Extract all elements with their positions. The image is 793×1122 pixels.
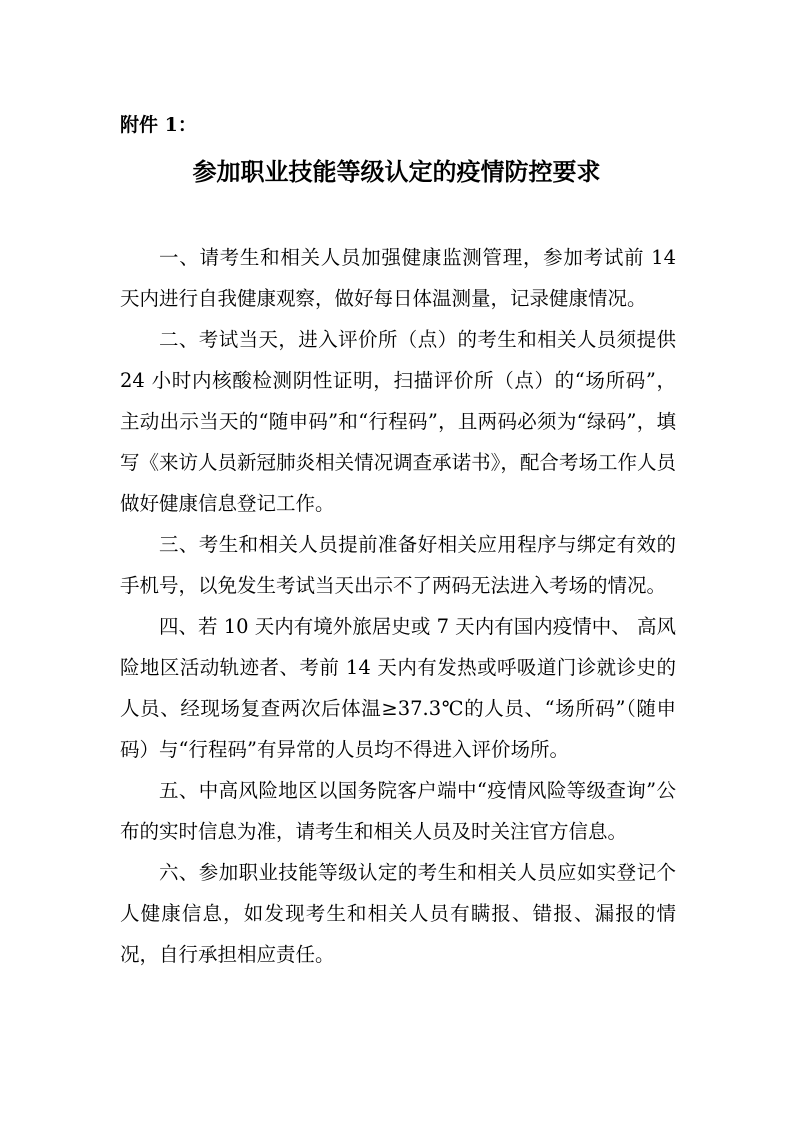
document-body — [120, 237, 676, 975]
paragraph-1: 一、请考生和相关人员加强健康监测管理，参加考试前 14 天内进行自我健康观察，做好每日体温测量，记录健康情况。 — [120, 246, 676, 310]
paragraph-3: 三、考生和相关人员提前准备好相关应用程序与绑定有效的手机号，以免发生考试当天出示不了两码无法进入考场的情况。 — [120, 533, 676, 597]
paragraph-2: 二、考试当天，进入评价所（点）的考生和相关人员须提供 24 小时内核酸检测阴性证明，扫描评价所（点）的“场所码”，主动出示当天的“随申码”和“行程码”，且两码必须为“绿码”，填写《来访人员新冠肺炎相关情况调查承诺书》，配合考场工作人员做好健康信息登记工作。 — [120, 328, 676, 515]
document-title: 参加职业技能等级认定的疫情防控要求 — [192, 157, 601, 186]
paragraph-4: 四、若 10 天内有境外旅居史或 7 天内有国内疫情中、 高风险地区活动轨迹者、考前 14 天内有发热或呼吸道门诊就诊史的人员、经现场复查两次后体温≥37.3℃的人员、“场所码”（随申码）与“行程码”有异常的人员均不得进入评价场所。 — [120, 615, 676, 761]
paragraph-6: 六、参加职业技能等级认定的考生和相关人员应如实登记个人健康信息，如发现考生和相关人员有瞒报、错报、漏报的情况，自行承担相应责任。 — [120, 861, 676, 966]
paragraph-5: 五、中高风险地区以国务院客户端中“疫情风险等级查询”公布的实时信息为准，请考生和相关人员及时关注官方信息。 — [120, 779, 676, 843]
attachment-label: 附件 1： — [120, 114, 197, 136]
